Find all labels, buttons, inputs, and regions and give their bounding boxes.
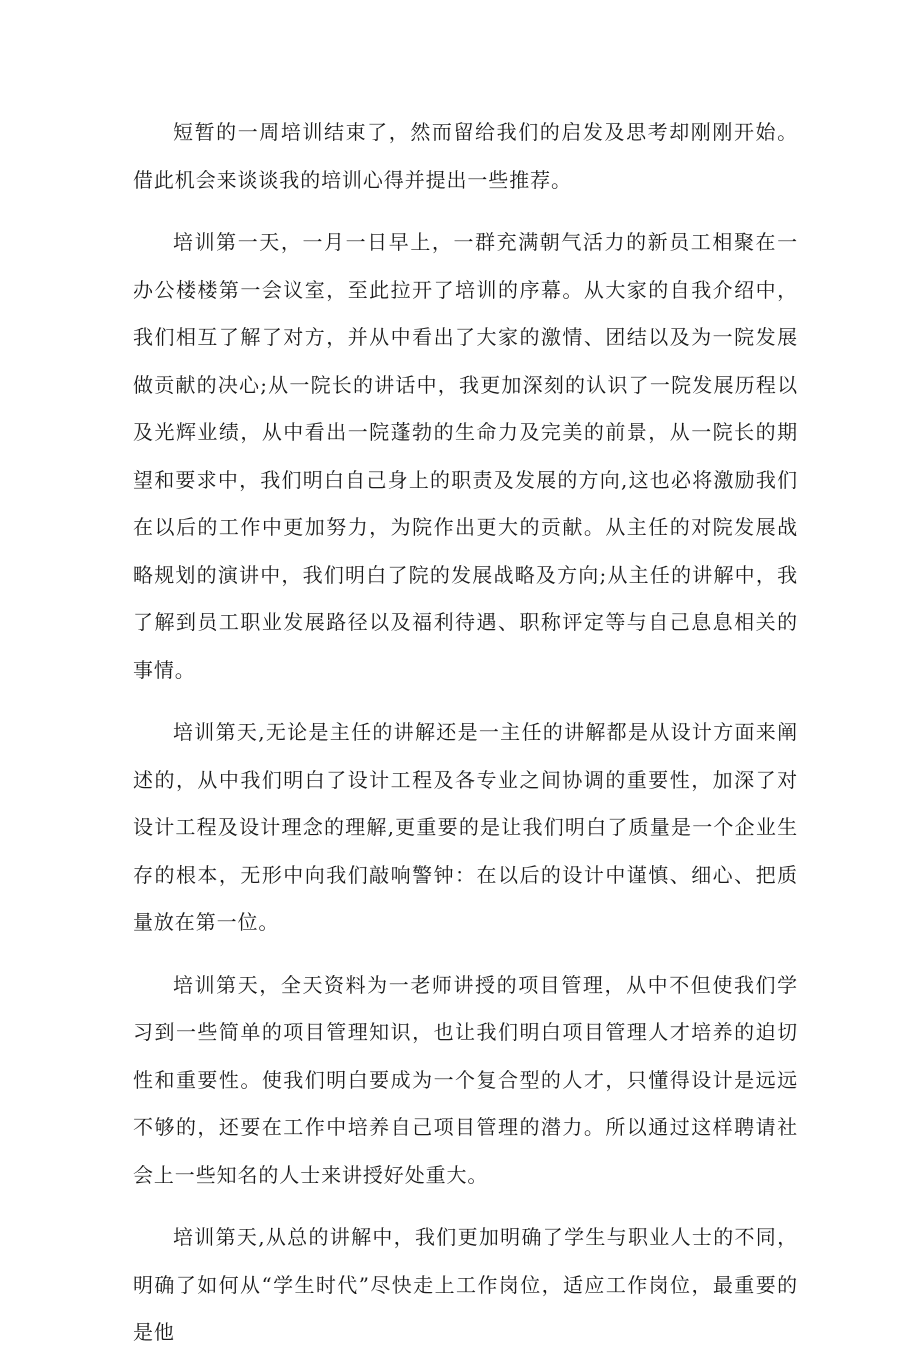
paragraph-project-management: 培训第天，全天资料为一老师讲授的项目管理，从中不但使我们学习到一些简单的项目管理知识，也让我们明白项目管理人才培养的迫切性和重要性。使我们明白要成为一个复合型的人才，只懂得设计是远远不够的，还要在工作中培养自己项目管理的潜力。所以通过这样聘请社会上一些知名的人士来讲授好处重大。: [133, 972, 798, 1187]
paragraph-career-transition: 培训第天,从总的讲解中，我们更加明确了学生与职业人士的不同，明确了如何从“学生时代”尽快走上工作岗位，适应工作岗位，最重要的是他: [133, 1225, 798, 1344]
paragraph-day-one: 培训第一天，一月一日早上，一群充满朝气活力的新员工相聚在一办公楼楼第一会议室，至此拉开了培训的序幕。从大家的自我介绍中，我们相互了解了对方，并从中看出了大家的激情、团结以及为一院发展做贡献的决心;从一院长的讲话中，我更加深刻的认识了一院发展历程以及光辉业绩，从中看出一院蓬勃的生命力及完美的前景，从一院长的期望和要求中，我们明白自己身上的职责及发展的方向,这也必将激励我们在以后的工作中更加努力，为院作出更大的贡献。从主任的对院发展战略规划的演讲中，我们明白了院的发展战略及方向;从主任的讲解中，我了解到员工职业发展路径以及福利待遇、职称评定等与自己息息相关的事情。: [133, 230, 798, 682]
paragraph-intro: 短暂的一周培训结束了，然而留给我们的启发及思考却刚刚开始。借此机会来谈谈我的培训心得并提出一些推荐。: [133, 120, 798, 192]
paragraph-design-lectures: 培训第天,无论是主任的讲解还是一主任的讲解都是从设计方面来阐述的，从中我们明白了设计工程及各专业之间协调的重要性，加深了对设计工程及设计理念的理解,更重要的是让我们明白了质量是一个企业生存的根本，无形中向我们敲响警钟：在以后的设计中谨慎、细心、把质量放在第一位。: [133, 720, 798, 934]
document-body: [133, 109, 798, 1372]
